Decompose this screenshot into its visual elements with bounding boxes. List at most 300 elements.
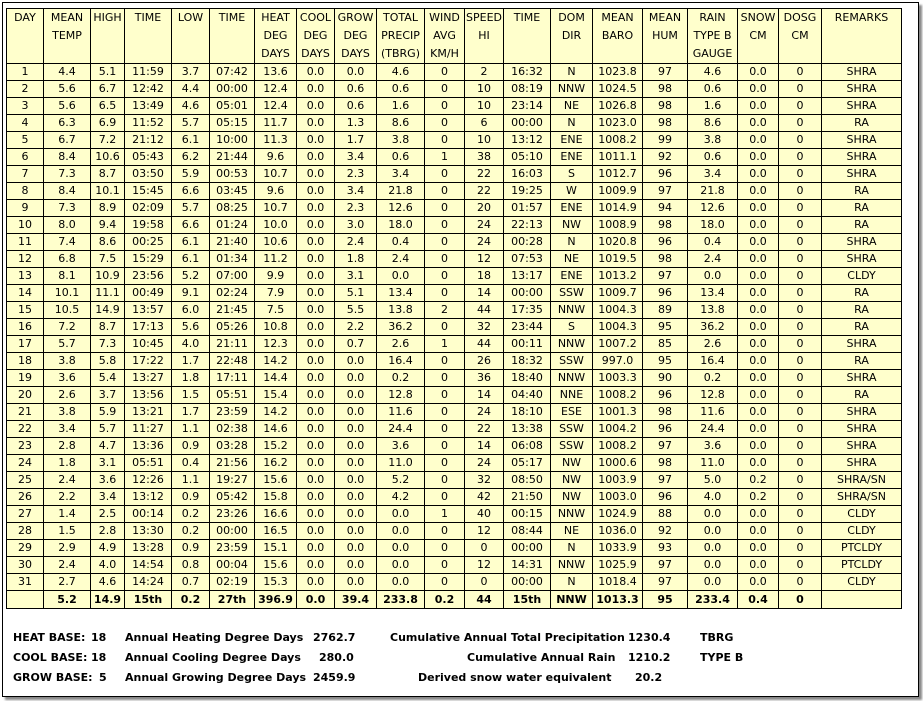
table-cell: 0 — [425, 438, 465, 455]
table-cell: 5 — [7, 132, 44, 149]
table-cell: 1018.4 — [593, 574, 643, 591]
table-cell: 98 — [643, 115, 688, 132]
table-cell: 16.5 — [255, 523, 297, 540]
table-cell: 14.2 — [255, 404, 297, 421]
table-cell: 10 — [465, 132, 504, 149]
table-cell: 0 — [425, 489, 465, 506]
table-cell: 1024.9 — [593, 506, 643, 523]
table-cell: 0.0 — [297, 353, 335, 370]
table-cell: 0.0 — [297, 251, 335, 268]
table-cell: 1.1 — [172, 421, 210, 438]
table-cell: 98 — [643, 404, 688, 421]
table-cell: 1009.9 — [593, 183, 643, 200]
table-cell: NE — [551, 523, 593, 540]
table-cell: 0.4 — [688, 234, 738, 251]
column-header-line: TIME — [513, 11, 541, 24]
table-cell: 0.0 — [738, 557, 779, 574]
table-cell: 0 — [425, 132, 465, 149]
table-cell: 05:26 — [210, 319, 255, 336]
table-cell: 0 — [425, 166, 465, 183]
table-cell: 1003.0 — [593, 489, 643, 506]
table-cell: 1.6 — [688, 98, 738, 115]
table-cell: 3.4 — [377, 166, 425, 183]
table-cell: PTCLDY — [822, 540, 902, 557]
table-cell: 1008.9 — [593, 217, 643, 234]
cum-precip-unit: TBRG — [700, 631, 734, 644]
table-cell: 18:40 — [504, 370, 551, 387]
totals-cell: 27th — [210, 591, 255, 609]
table-cell: SSW — [551, 353, 593, 370]
table-cell: 23 — [7, 438, 44, 455]
table-cell: 2.9 — [44, 540, 91, 557]
monthly-climate-table — [6, 8, 902, 609]
table-cell: 26 — [465, 353, 504, 370]
totals-cell — [7, 591, 44, 609]
table-cell: 1036.0 — [593, 523, 643, 540]
table-row — [7, 438, 902, 455]
table-cell: SSW — [551, 438, 593, 455]
table-cell: 0.0 — [688, 268, 738, 285]
table-cell: 0.7 — [335, 336, 377, 353]
table-row — [7, 183, 902, 200]
table-cell: 10.1 — [91, 183, 125, 200]
table-cell: 10.6 — [91, 149, 125, 166]
column-header-line: CM — [791, 29, 809, 42]
table-cell: 0.0 — [738, 149, 779, 166]
table-cell: CLDY — [822, 574, 902, 591]
column-header-line: HIGH — [93, 11, 122, 24]
table-cell: 1.3 — [335, 115, 377, 132]
table-cell: 0.0 — [738, 404, 779, 421]
table-cell: 0.0 — [335, 540, 377, 557]
table-cell: ENE — [551, 268, 593, 285]
table-cell: 3.7 — [91, 387, 125, 404]
table-cell: 05:43 — [125, 149, 172, 166]
table-cell: N — [551, 115, 593, 132]
table-cell: 7.9 — [255, 285, 297, 302]
table-cell: 0.0 — [335, 438, 377, 455]
table-cell: 0 — [425, 64, 465, 81]
table-cell: CLDY — [822, 268, 902, 285]
table-cell: 0 — [779, 438, 822, 455]
column-header-line: DAYS — [261, 47, 290, 60]
table-cell: 00:00 — [210, 81, 255, 98]
table-cell: 0.0 — [335, 421, 377, 438]
table-cell: 3.4 — [44, 421, 91, 438]
table-cell: 15.2 — [255, 438, 297, 455]
table-cell: 4.4 — [172, 81, 210, 98]
table-cell: 16.4 — [377, 353, 425, 370]
table-cell: 6.6 — [172, 183, 210, 200]
table-cell: 0.0 — [377, 523, 425, 540]
table-cell: 13:38 — [504, 421, 551, 438]
table-cell: 0.0 — [738, 302, 779, 319]
table-cell: 0 — [779, 217, 822, 234]
table-cell: 16.2 — [255, 455, 297, 472]
column-header-line: GAUGE — [692, 47, 733, 60]
table-cell: 0.0 — [738, 438, 779, 455]
table-row — [7, 285, 902, 302]
table-cell: 8.6 — [688, 115, 738, 132]
table-cell: 19 — [7, 370, 44, 387]
table-cell: 10 — [7, 217, 44, 234]
column-header-line: REMARKS — [834, 11, 889, 24]
daily-rows — [7, 64, 902, 591]
table-cell: 3.8 — [44, 404, 91, 421]
table-cell: 6.1 — [172, 234, 210, 251]
table-cell: 14 — [465, 438, 504, 455]
table-cell: 5.7 — [172, 115, 210, 132]
column-header-line: HI — [478, 29, 490, 42]
totals-row — [7, 591, 902, 609]
table-cell: 00:04 — [210, 557, 255, 574]
cum-rain-unit: TYPE B — [700, 651, 744, 664]
table-cell: N — [551, 540, 593, 557]
table-cell: 0.0 — [377, 540, 425, 557]
table-cell: 08:25 — [210, 200, 255, 217]
table-cell: 11.0 — [377, 455, 425, 472]
table-cell: 1.8 — [172, 370, 210, 387]
table-cell: 0.0 — [738, 217, 779, 234]
heat-base-value: 18 — [91, 631, 107, 644]
table-cell: 18 — [7, 353, 44, 370]
table-cell: 18 — [465, 268, 504, 285]
table-row — [7, 64, 902, 81]
table-cell: 3.1 — [91, 455, 125, 472]
table-cell: 0 — [465, 540, 504, 557]
table-cell: 5.6 — [44, 81, 91, 98]
table-cell: 24 — [465, 455, 504, 472]
table-cell: 96 — [643, 166, 688, 183]
table-cell: 05:51 — [210, 387, 255, 404]
table-cell: 1009.7 — [593, 285, 643, 302]
table-cell: 11.7 — [255, 115, 297, 132]
cool-base-value: 18 — [91, 651, 107, 664]
column-header — [335, 9, 377, 64]
table-cell: 04:40 — [504, 387, 551, 404]
table-cell: NW — [551, 217, 593, 234]
table-row — [7, 166, 902, 183]
table-cell: 2.4 — [688, 251, 738, 268]
table-cell: 12.8 — [377, 387, 425, 404]
table-cell: 10:00 — [210, 132, 255, 149]
table-cell: SHRA — [822, 438, 902, 455]
table-cell: 0.0 — [297, 387, 335, 404]
table-cell: 05:10 — [504, 149, 551, 166]
table-cell: 0 — [779, 574, 822, 591]
table-cell: 15.8 — [255, 489, 297, 506]
table-cell: 4.6 — [688, 64, 738, 81]
table-cell: 1011.1 — [593, 149, 643, 166]
table-cell: 0.0 — [297, 489, 335, 506]
table-cell: 3.8 — [44, 353, 91, 370]
table-cell: 0.2 — [172, 506, 210, 523]
table-cell: 2.2 — [335, 319, 377, 336]
table-cell: 1025.9 — [593, 557, 643, 574]
table-cell: 8 — [7, 183, 44, 200]
table-cell: 1.7 — [172, 353, 210, 370]
table-cell: 00:14 — [125, 506, 172, 523]
grow-base-value: 5 — [99, 671, 107, 684]
table-cell: CLDY — [822, 506, 902, 523]
table-cell: 97 — [643, 438, 688, 455]
table-row — [7, 302, 902, 319]
table-cell: 0 — [425, 387, 465, 404]
table-cell: 0 — [425, 98, 465, 115]
table-cell: 1.5 — [44, 523, 91, 540]
table-cell: 9.9 — [255, 268, 297, 285]
table-cell: 6.0 — [172, 302, 210, 319]
table-cell: 97 — [643, 472, 688, 489]
table-cell: 5.1 — [91, 64, 125, 81]
table-cell: 0.0 — [738, 166, 779, 183]
table-cell: 11.1 — [91, 285, 125, 302]
table-cell: 12.3 — [255, 336, 297, 353]
column-header-line: DAYS — [341, 47, 370, 60]
table-cell: 2.4 — [377, 251, 425, 268]
snow-water-label: Derived snow water equivalent — [418, 671, 612, 684]
totals-cell: 0.0 — [297, 591, 335, 609]
table-cell: 96 — [643, 234, 688, 251]
column-header-line: DEG — [343, 29, 368, 42]
table-row — [7, 81, 902, 98]
table-cell: 32 — [465, 319, 504, 336]
table-cell: 0.0 — [297, 200, 335, 217]
table-cell: 0 — [425, 217, 465, 234]
column-header — [551, 9, 593, 64]
table-cell: 98 — [643, 455, 688, 472]
table-cell: 1001.3 — [593, 404, 643, 421]
table-cell: 12.8 — [688, 387, 738, 404]
table-cell: 0.0 — [688, 523, 738, 540]
table-cell: 2 — [7, 81, 44, 98]
table-cell: 17 — [7, 336, 44, 353]
table-cell: SHRA — [822, 251, 902, 268]
table-row — [7, 353, 902, 370]
table-cell: 96 — [643, 421, 688, 438]
table-cell: NNW — [551, 336, 593, 353]
table-cell: 0 — [425, 268, 465, 285]
column-header — [822, 9, 902, 64]
totals-cell: 0 — [779, 591, 822, 609]
table-cell: 0.0 — [297, 217, 335, 234]
table-cell: 7.2 — [44, 319, 91, 336]
totals-cell: 0.2 — [425, 591, 465, 609]
table-cell: 07:53 — [504, 251, 551, 268]
table-cell: 10 — [465, 98, 504, 115]
table-cell: 5.5 — [335, 302, 377, 319]
table-cell: 0.0 — [335, 574, 377, 591]
table-cell: 15:45 — [125, 183, 172, 200]
table-cell: NW — [551, 472, 593, 489]
table-cell: SHRA — [822, 98, 902, 115]
table-cell: RA — [822, 285, 902, 302]
table-cell: 0.0 — [297, 506, 335, 523]
table-cell: SHRA — [822, 81, 902, 98]
table-cell: 7.5 — [255, 302, 297, 319]
table-cell: 10.0 — [255, 217, 297, 234]
column-header-line: MEAN — [50, 11, 84, 24]
table-cell: 97 — [643, 183, 688, 200]
table-cell: 0 — [425, 251, 465, 268]
annual-cooling-value: 280.0 — [319, 651, 354, 664]
table-cell: 0.0 — [297, 421, 335, 438]
table-cell: 0 — [465, 574, 504, 591]
table-cell: 44 — [465, 336, 504, 353]
table-row — [7, 319, 902, 336]
table-cell: 9.6 — [255, 149, 297, 166]
table-cell: 0.2 — [688, 370, 738, 387]
table-cell: 11.3 — [255, 132, 297, 149]
column-header-line: DIR — [561, 29, 582, 42]
cum-precip-label: Cumulative Annual Total Precipitation — [390, 631, 625, 644]
table-cell: 0.0 — [335, 353, 377, 370]
table-cell: 14:31 — [504, 557, 551, 574]
table-cell: 5.4 — [91, 370, 125, 387]
table-cell: 13 — [7, 268, 44, 285]
table-cell: 20 — [7, 387, 44, 404]
cum-rain-label: Cumulative Annual Rain — [467, 651, 616, 664]
table-cell: 1000.6 — [593, 455, 643, 472]
table-cell: 13:27 — [125, 370, 172, 387]
table-cell: 97 — [643, 268, 688, 285]
totals-cell: 14.9 — [91, 591, 125, 609]
table-cell: 6.2 — [172, 149, 210, 166]
heat-base-label: HEAT BASE: — [13, 631, 86, 644]
table-cell: 00:49 — [125, 285, 172, 302]
table-cell: 1.7 — [335, 132, 377, 149]
table-cell: 95 — [643, 319, 688, 336]
table-cell: 14.4 — [255, 370, 297, 387]
table-cell: 1019.5 — [593, 251, 643, 268]
table-cell: 0 — [779, 506, 822, 523]
table-cell: RA — [822, 353, 902, 370]
table-cell: 11.6 — [377, 404, 425, 421]
table-row — [7, 200, 902, 217]
table-cell: 99 — [643, 132, 688, 149]
table-cell: 14 — [465, 387, 504, 404]
table-cell: 1.8 — [335, 251, 377, 268]
table-cell: 0.0 — [335, 370, 377, 387]
table-cell: 9 — [7, 200, 44, 217]
table-cell: NE — [551, 98, 593, 115]
table-cell: 2 — [465, 64, 504, 81]
table-cell: 03:28 — [210, 438, 255, 455]
table-cell: 1004.3 — [593, 319, 643, 336]
table-cell: 0 — [779, 370, 822, 387]
table-cell: 0 — [779, 302, 822, 319]
table-cell: 18:10 — [504, 404, 551, 421]
table-cell: 0.0 — [297, 115, 335, 132]
table-cell: 03:45 — [210, 183, 255, 200]
table-cell: 21:11 — [210, 336, 255, 353]
table-cell: 3.4 — [335, 183, 377, 200]
table-row — [7, 540, 902, 557]
table-cell: 0.0 — [377, 574, 425, 591]
table-cell: 10.6 — [255, 234, 297, 251]
table-cell: 1008.2 — [593, 438, 643, 455]
table-cell: 1023.0 — [593, 115, 643, 132]
table-cell: 15.1 — [255, 540, 297, 557]
table-cell: 16 — [7, 319, 44, 336]
table-cell: 0 — [425, 455, 465, 472]
table-cell: 1.4 — [44, 506, 91, 523]
table-cell: 0 — [779, 268, 822, 285]
table-cell: 0.7 — [172, 574, 210, 591]
table-cell: 0 — [779, 421, 822, 438]
table-cell: 0.0 — [688, 506, 738, 523]
table-cell: 01:34 — [210, 251, 255, 268]
table-cell: 0.9 — [172, 438, 210, 455]
table-cell: 0.0 — [297, 319, 335, 336]
table-cell: 0.0 — [738, 98, 779, 115]
header-row — [7, 9, 902, 64]
column-header — [779, 9, 822, 64]
table-cell: 0.0 — [738, 319, 779, 336]
totals-cell: 15th — [504, 591, 551, 609]
table-cell: 10.9 — [91, 268, 125, 285]
column-header-line: GROW — [337, 11, 374, 24]
table-cell: 5.2 — [172, 268, 210, 285]
table-row — [7, 472, 902, 489]
table-cell: RA — [822, 183, 902, 200]
table-cell: 0.0 — [738, 285, 779, 302]
table-cell: 05:42 — [210, 489, 255, 506]
table-cell: 13:36 — [125, 438, 172, 455]
table-cell: 0.0 — [377, 506, 425, 523]
table-cell: 3.4 — [688, 166, 738, 183]
column-header — [44, 9, 91, 64]
table-cell: 93 — [643, 540, 688, 557]
table-cell: 0.0 — [738, 353, 779, 370]
table-cell: 36.2 — [688, 319, 738, 336]
table-cell: 27 — [7, 506, 44, 523]
table-cell: 0.0 — [377, 557, 425, 574]
table-cell: 0 — [425, 115, 465, 132]
report-frame — [2, 2, 919, 697]
table-cell: ENE — [551, 200, 593, 217]
table-cell: 3.6 — [688, 438, 738, 455]
table-row — [7, 115, 902, 132]
table-cell: 94 — [643, 200, 688, 217]
table-cell: 1.6 — [377, 98, 425, 115]
table-cell: 1.7 — [172, 404, 210, 421]
table-cell: 13:49 — [125, 98, 172, 115]
table-cell: 6 — [7, 149, 44, 166]
table-cell: 1 — [7, 64, 44, 81]
table-cell: 0.0 — [738, 115, 779, 132]
table-cell: 0.9 — [172, 489, 210, 506]
table-cell: 22 — [465, 183, 504, 200]
totals-cell: 396.9 — [255, 591, 297, 609]
table-cell: SHRA — [822, 64, 902, 81]
table-cell: 2.4 — [44, 472, 91, 489]
table-cell: 5.6 — [44, 98, 91, 115]
table-cell: 5.1 — [335, 285, 377, 302]
table-cell: 0.0 — [738, 132, 779, 149]
table-cell: 6.1 — [172, 132, 210, 149]
table-cell: ESE — [551, 404, 593, 421]
table-cell: 24 — [465, 234, 504, 251]
column-header — [125, 9, 172, 64]
table-cell: 4.6 — [91, 574, 125, 591]
table-cell: 0.0 — [738, 455, 779, 472]
table-cell: 13:12 — [125, 489, 172, 506]
table-cell: 0 — [425, 540, 465, 557]
table-cell: 0 — [779, 336, 822, 353]
table-cell: N — [551, 64, 593, 81]
table-cell: 3.6 — [91, 472, 125, 489]
